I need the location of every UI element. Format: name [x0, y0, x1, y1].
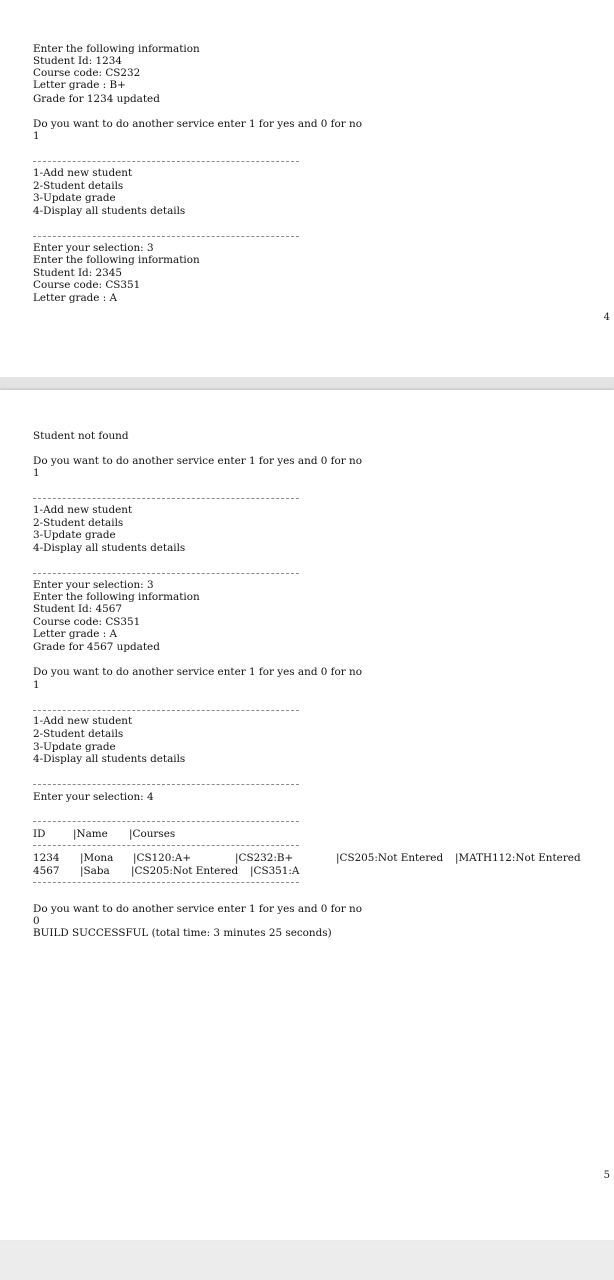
table-cell-id: 1234 — [33, 852, 60, 864]
separator — [33, 573, 299, 574]
continue-answer: 1 — [33, 679, 40, 691]
continue-answer: 1 — [33, 467, 40, 479]
continue-prompt: Do you want to do another service enter 1 for yes and 0 for no — [33, 455, 363, 467]
selection-line: Enter your selection: 3 — [33, 242, 154, 254]
build-status-line: BUILD SUCCESSFUL (total time: 3 minutes 25 seconds) — [33, 927, 332, 939]
continue-prompt: Do you want to do another service enter 1 for yes and 0 for no — [33, 903, 363, 915]
separator — [33, 821, 299, 822]
separator — [33, 882, 299, 883]
separator — [33, 784, 299, 785]
menu-option-display: 4-Display all students details — [33, 542, 186, 554]
table-cell-course: |MATH112:Not Entered — [455, 852, 581, 864]
menu-option-update: 3-Update grade — [33, 741, 116, 753]
menu-option-update: 3-Update grade — [33, 192, 116, 204]
menu-option-update: 3-Update grade — [33, 529, 116, 541]
table-cell-course: |CS351:A — [250, 865, 300, 877]
table-header-name: |Name — [73, 828, 108, 840]
student-not-found-line: Student not found — [33, 430, 129, 442]
continue-answer: 0 — [33, 915, 40, 927]
student-id-line: Student Id: 4567 — [33, 603, 122, 615]
separator — [33, 710, 299, 711]
menu-option-add: 1-Add new student — [33, 504, 133, 516]
menu-option-display: 4-Display all students details — [33, 753, 186, 765]
course-code-line: Course code: CS351 — [33, 616, 141, 628]
student-id-line: Student Id: 2345 — [33, 267, 122, 279]
prompt-enter-info: Enter the following information — [33, 254, 200, 266]
continue-prompt: Do you want to do another service enter 1 for yes and 0 for no — [33, 118, 363, 130]
table-header-id: ID — [33, 828, 46, 840]
course-code-line: Course code: CS351 — [33, 279, 141, 291]
table-cell-name: |Saba — [80, 865, 110, 877]
table-cell-course: |CS232:B+ — [235, 852, 294, 864]
separator — [33, 236, 299, 237]
menu-option-add: 1-Add new student — [33, 715, 133, 727]
continue-answer: 1 — [33, 130, 40, 142]
separator — [33, 845, 299, 846]
continue-prompt: Do you want to do another service enter 1 for yes and 0 for no — [33, 666, 363, 678]
menu-option-add: 1-Add new student — [33, 167, 133, 179]
grade-updated-line: Grade for 1234 updated — [33, 93, 160, 105]
menu-option-details: 2-Student details — [33, 180, 124, 192]
document-page-5 — [0, 390, 614, 1240]
letter-grade-line: Letter grade : A — [33, 292, 118, 304]
menu-option-display: 4-Display all students details — [33, 205, 186, 217]
prompt-enter-info: Enter the following information — [33, 591, 200, 603]
course-code-line: Course code: CS232 — [33, 67, 141, 79]
table-header-courses: |Courses — [129, 828, 176, 840]
table-cell-id: 4567 — [33, 865, 60, 877]
student-id-line: Student Id: 1234 — [33, 55, 122, 67]
separator — [33, 498, 299, 499]
menu-option-details: 2-Student details — [33, 728, 124, 740]
separator — [33, 161, 299, 162]
page-number: 4 — [603, 312, 610, 323]
table-cell-name: |Mona — [80, 852, 114, 864]
letter-grade-line: Letter grade : B+ — [33, 79, 126, 91]
grade-updated-line: Grade for 4567 updated — [33, 641, 160, 653]
page-number: 5 — [603, 1170, 610, 1181]
prompt-enter-info: Enter the following information — [33, 43, 200, 55]
menu-option-details: 2-Student details — [33, 517, 124, 529]
page-gap — [0, 377, 614, 390]
table-cell-course: |CS120:A+ — [133, 852, 192, 864]
letter-grade-line: Letter grade : A — [33, 628, 118, 640]
table-cell-course: |CS205:Not Entered — [336, 852, 444, 864]
document-page-4 — [0, 0, 614, 377]
table-cell-course: |CS205:Not Entered — [131, 865, 239, 877]
selection-line: Enter your selection: 3 — [33, 579, 154, 591]
selection-line: Enter your selection: 4 — [33, 791, 154, 803]
